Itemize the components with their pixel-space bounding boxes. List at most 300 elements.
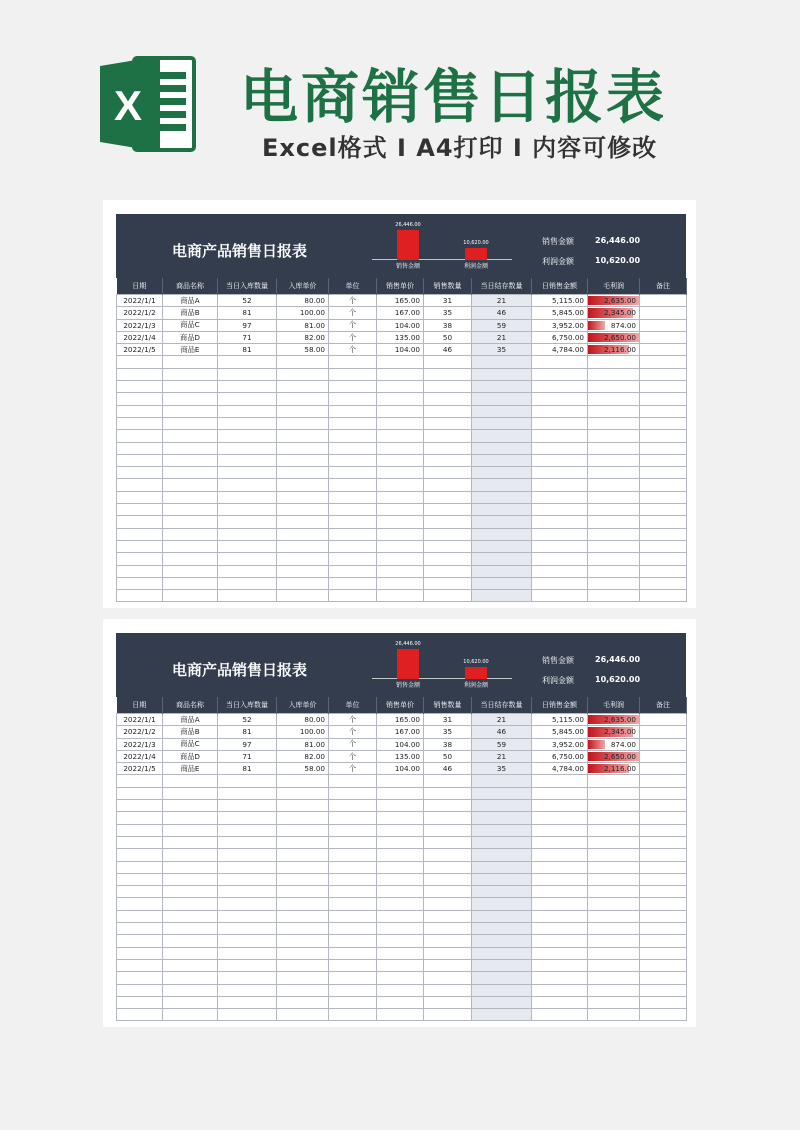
table-cell-profit[interactable] [588,750,640,762]
table-cell-empty[interactable] [329,800,377,812]
table-cell-empty[interactable] [640,898,687,910]
table-cell-empty[interactable] [532,898,588,910]
table-cell-empty[interactable] [588,873,640,885]
table-cell-empty[interactable] [329,590,377,602]
table-cell-empty[interactable] [117,454,163,466]
table-cell-empty[interactable] [377,516,424,528]
table-cell-empty[interactable] [163,959,218,971]
table-cell-empty[interactable] [163,800,218,812]
table-cell-empty[interactable] [277,577,329,589]
table-cell-empty[interactable] [472,947,532,959]
table-cell-empty[interactable] [424,491,472,503]
table-cell-empty[interactable] [329,873,377,885]
table-cell-empty[interactable] [424,528,472,540]
table-cell-empty[interactable] [424,393,472,405]
table-cell-empty[interactable] [424,442,472,454]
table-cell-empty[interactable] [377,886,424,898]
table-cell-empty[interactable] [218,491,277,503]
table-cell-empty[interactable] [588,886,640,898]
table-cell-empty[interactable] [218,861,277,873]
table-cell-sale-price[interactable]: 167.00 [377,307,424,319]
table-cell-empty[interactable] [277,417,329,429]
table-cell-empty[interactable] [472,405,532,417]
table-cell-empty[interactable] [377,491,424,503]
table-cell-sale-qty[interactable]: 31 [424,714,472,726]
table-cell-empty[interactable] [588,959,640,971]
table-cell-empty[interactable] [117,442,163,454]
table-cell-empty[interactable] [588,996,640,1008]
table-cell-empty[interactable] [588,516,640,528]
table-cell-empty[interactable] [377,356,424,368]
table-cell-empty[interactable] [424,368,472,380]
table-cell-empty[interactable] [218,947,277,959]
table-cell-empty[interactable] [424,886,472,898]
table-cell-empty[interactable] [532,972,588,984]
table-cell-empty[interactable] [117,590,163,602]
table-cell-empty[interactable] [329,430,377,442]
table-cell-empty[interactable] [218,935,277,947]
table-cell-empty[interactable] [377,504,424,516]
table-cell-empty[interactable] [163,996,218,1008]
table-cell-empty[interactable] [163,861,218,873]
table-cell-sales[interactable]: 4,784.00 [532,344,588,356]
table-cell-empty[interactable] [640,577,687,589]
table-cell-empty[interactable] [532,984,588,996]
table-cell-empty[interactable] [377,442,424,454]
table-cell-empty[interactable] [163,430,218,442]
table-cell-empty[interactable] [329,467,377,479]
table-cell-empty[interactable] [117,812,163,824]
table-cell-empty[interactable] [218,775,277,787]
table-cell-empty[interactable] [218,467,277,479]
table-cell-empty[interactable] [377,849,424,861]
table-cell-empty[interactable] [472,886,532,898]
table-cell-empty[interactable] [277,886,329,898]
table-cell-empty[interactable] [377,824,424,836]
table-cell-empty[interactable] [424,959,472,971]
table-cell-empty[interactable] [640,528,687,540]
table-cell-empty[interactable] [424,430,472,442]
table-cell-empty[interactable] [329,935,377,947]
table-cell-empty[interactable] [472,430,532,442]
table-cell-empty[interactable] [377,861,424,873]
table-cell-unit[interactable]: 个 [329,344,377,356]
table-cell-empty[interactable] [377,528,424,540]
table-cell-empty[interactable] [640,504,687,516]
table-cell-empty[interactable] [424,504,472,516]
table-cell-empty[interactable] [163,381,218,393]
table-cell-in-qty[interactable]: 97 [218,319,277,331]
table-cell-empty[interactable] [329,812,377,824]
table-cell-empty[interactable] [277,528,329,540]
table-cell-empty[interactable] [640,467,687,479]
table-cell-empty[interactable] [163,565,218,577]
table-cell-empty[interactable] [277,553,329,565]
table-cell-empty[interactable] [377,405,424,417]
table-cell-empty[interactable] [532,467,588,479]
table-cell-in-qty[interactable]: 71 [218,331,277,343]
table-cell-empty[interactable] [532,393,588,405]
table-cell-empty[interactable] [472,1009,532,1021]
table-cell-note[interactable] [640,295,687,307]
table-cell-empty[interactable] [532,540,588,552]
table-cell-empty[interactable] [329,540,377,552]
table-cell-empty[interactable] [424,800,472,812]
table-cell-stock[interactable]: 21 [472,714,532,726]
table-cell-name[interactable]: 商品C [163,319,218,331]
table-cell-empty[interactable] [117,910,163,922]
table-cell-name[interactable]: 商品E [163,763,218,775]
table-cell-empty[interactable] [424,454,472,466]
table-cell-empty[interactable] [377,479,424,491]
table-cell-empty[interactable] [588,923,640,935]
table-cell-empty[interactable] [218,849,277,861]
table-cell-sale-qty[interactable]: 38 [424,738,472,750]
table-cell-empty[interactable] [329,553,377,565]
table-cell-empty[interactable] [640,861,687,873]
table-cell-empty[interactable] [424,849,472,861]
table-cell-empty[interactable] [640,812,687,824]
table-cell-empty[interactable] [329,787,377,799]
table-cell-empty[interactable] [424,1009,472,1021]
table-cell-profit[interactable] [588,344,640,356]
table-cell-empty[interactable] [588,787,640,799]
table-cell-empty[interactable] [117,491,163,503]
table-cell-empty[interactable] [640,935,687,947]
table-cell-empty[interactable] [532,577,588,589]
table-cell-empty[interactable] [277,935,329,947]
table-cell-empty[interactable] [640,910,687,922]
table-cell-name[interactable]: 商品A [163,714,218,726]
table-cell-empty[interactable] [532,800,588,812]
table-cell-sales[interactable]: 4,784.00 [532,763,588,775]
table-cell-empty[interactable] [218,800,277,812]
table-cell-unit[interactable]: 个 [329,307,377,319]
table-cell-empty[interactable] [472,516,532,528]
table-cell-empty[interactable] [424,417,472,429]
table-cell-note[interactable] [640,763,687,775]
table-cell-empty[interactable] [472,812,532,824]
table-cell-stock[interactable]: 21 [472,331,532,343]
table-cell-empty[interactable] [424,836,472,848]
table-cell-empty[interactable] [588,442,640,454]
table-cell-empty[interactable] [424,898,472,910]
table-cell-empty[interactable] [472,923,532,935]
table-cell-empty[interactable] [588,479,640,491]
table-cell-empty[interactable] [163,824,218,836]
table-cell-sale-price[interactable]: 104.00 [377,763,424,775]
table-cell-empty[interactable] [424,479,472,491]
table-cell-empty[interactable] [424,824,472,836]
table-cell-date[interactable]: 2022/1/1 [117,714,163,726]
table-cell-empty[interactable] [218,590,277,602]
table-cell-empty[interactable] [163,405,218,417]
table-cell-empty[interactable] [163,923,218,935]
table-cell-empty[interactable] [472,898,532,910]
table-cell-empty[interactable] [588,590,640,602]
table-cell-empty[interactable] [163,590,218,602]
table-cell-empty[interactable] [640,430,687,442]
table-cell-empty[interactable] [377,368,424,380]
table-cell-empty[interactable] [218,923,277,935]
table-cell-empty[interactable] [532,836,588,848]
table-cell-empty[interactable] [377,800,424,812]
table-cell-note[interactable] [640,738,687,750]
table-cell-empty[interactable] [640,984,687,996]
table-cell-empty[interactable] [472,849,532,861]
table-cell-empty[interactable] [277,812,329,824]
table-cell-empty[interactable] [472,442,532,454]
table-cell-sale-qty[interactable]: 38 [424,319,472,331]
table-cell-empty[interactable] [117,824,163,836]
table-cell-empty[interactable] [163,417,218,429]
table-cell-empty[interactable] [329,405,377,417]
table-cell-empty[interactable] [218,873,277,885]
table-cell-empty[interactable] [588,947,640,959]
table-cell-empty[interactable] [117,972,163,984]
table-cell-empty[interactable] [163,849,218,861]
table-cell-empty[interactable] [532,959,588,971]
table-cell-in-price[interactable]: 58.00 [277,344,329,356]
table-cell-empty[interactable] [218,356,277,368]
table-cell-empty[interactable] [532,861,588,873]
table-cell-empty[interactable] [218,553,277,565]
table-cell-empty[interactable] [117,947,163,959]
table-cell-name[interactable]: 商品B [163,726,218,738]
table-cell-empty[interactable] [532,491,588,503]
table-cell-empty[interactable] [117,886,163,898]
table-cell-empty[interactable] [277,491,329,503]
table-cell-in-price[interactable]: 80.00 [277,714,329,726]
table-cell-empty[interactable] [277,356,329,368]
table-cell-empty[interactable] [640,787,687,799]
table-cell-empty[interactable] [117,553,163,565]
table-cell-profit[interactable] [588,319,640,331]
table-cell-empty[interactable] [532,935,588,947]
table-cell-empty[interactable] [277,800,329,812]
table-cell-stock[interactable]: 59 [472,319,532,331]
table-cell-empty[interactable] [588,368,640,380]
table-cell-empty[interactable] [329,959,377,971]
table-cell-empty[interactable] [532,528,588,540]
table-cell-empty[interactable] [588,861,640,873]
table-cell-note[interactable] [640,331,687,343]
table-cell-empty[interactable] [329,984,377,996]
table-cell-empty[interactable] [640,996,687,1008]
table-cell-empty[interactable] [472,356,532,368]
table-cell-empty[interactable] [472,590,532,602]
table-cell-empty[interactable] [329,516,377,528]
table-cell-empty[interactable] [277,947,329,959]
table-cell-stock[interactable]: 35 [472,763,532,775]
table-cell-empty[interactable] [218,417,277,429]
table-cell-empty[interactable] [163,935,218,947]
table-cell-empty[interactable] [117,996,163,1008]
table-cell-empty[interactable] [329,923,377,935]
table-cell-empty[interactable] [532,442,588,454]
table-cell-empty[interactable] [377,1009,424,1021]
table-cell-empty[interactable] [640,836,687,848]
table-cell-empty[interactable] [329,824,377,836]
table-cell-empty[interactable] [424,540,472,552]
table-cell-in-price[interactable]: 82.00 [277,331,329,343]
table-cell-empty[interactable] [117,849,163,861]
table-cell-unit[interactable]: 个 [329,750,377,762]
table-cell-empty[interactable] [277,910,329,922]
table-cell-name[interactable]: 商品D [163,331,218,343]
table-cell-empty[interactable] [588,405,640,417]
table-cell-empty[interactable] [640,565,687,577]
table-cell-in-price[interactable]: 80.00 [277,295,329,307]
table-cell-empty[interactable] [117,873,163,885]
table-cell-empty[interactable] [472,454,532,466]
table-cell-empty[interactable] [588,553,640,565]
table-cell-empty[interactable] [640,947,687,959]
table-cell-empty[interactable] [377,393,424,405]
table-cell-name[interactable]: 商品E [163,344,218,356]
table-cell-empty[interactable] [117,861,163,873]
table-cell-empty[interactable] [472,836,532,848]
table-cell-empty[interactable] [163,910,218,922]
table-cell-empty[interactable] [472,959,532,971]
table-cell-empty[interactable] [218,540,277,552]
table-cell-unit[interactable]: 个 [329,319,377,331]
table-cell-empty[interactable] [472,528,532,540]
table-cell-name[interactable]: 商品A [163,295,218,307]
table-cell-sales[interactable]: 3,952.00 [532,738,588,750]
table-cell-empty[interactable] [640,800,687,812]
table-cell-empty[interactable] [377,553,424,565]
table-cell-empty[interactable] [218,528,277,540]
table-cell-empty[interactable] [424,873,472,885]
table-cell-empty[interactable] [377,947,424,959]
table-cell-empty[interactable] [163,812,218,824]
table-cell-empty[interactable] [329,528,377,540]
table-cell-empty[interactable] [532,417,588,429]
table-cell-empty[interactable] [588,812,640,824]
table-cell-empty[interactable] [329,479,377,491]
table-cell-profit[interactable] [588,763,640,775]
table-cell-empty[interactable] [588,910,640,922]
table-cell-profit[interactable] [588,738,640,750]
table-cell-empty[interactable] [218,996,277,1008]
table-cell-in-price[interactable]: 81.00 [277,319,329,331]
table-cell-empty[interactable] [472,381,532,393]
table-cell-empty[interactable] [218,886,277,898]
table-cell-sales[interactable]: 5,115.00 [532,295,588,307]
table-cell-empty[interactable] [532,504,588,516]
table-cell-date[interactable]: 2022/1/4 [117,750,163,762]
table-cell-empty[interactable] [329,504,377,516]
table-cell-empty[interactable] [218,368,277,380]
table-cell-empty[interactable] [640,923,687,935]
table-cell-empty[interactable] [588,565,640,577]
table-cell-empty[interactable] [532,454,588,466]
table-cell-empty[interactable] [277,442,329,454]
table-cell-empty[interactable] [588,1009,640,1021]
table-cell-sale-price[interactable]: 104.00 [377,738,424,750]
table-cell-empty[interactable] [329,1009,377,1021]
table-cell-empty[interactable] [117,504,163,516]
table-cell-empty[interactable] [163,775,218,787]
table-cell-empty[interactable] [588,836,640,848]
table-cell-stock[interactable]: 59 [472,738,532,750]
table-cell-empty[interactable] [640,540,687,552]
table-cell-empty[interactable] [424,381,472,393]
table-cell-profit[interactable] [588,295,640,307]
table-cell-empty[interactable] [640,775,687,787]
table-cell-empty[interactable] [218,824,277,836]
table-cell-empty[interactable] [424,935,472,947]
table-cell-empty[interactable] [640,1009,687,1021]
table-cell-empty[interactable] [424,356,472,368]
table-cell-empty[interactable] [377,787,424,799]
table-cell-empty[interactable] [163,972,218,984]
table-cell-empty[interactable] [424,405,472,417]
table-cell-date[interactable]: 2022/1/2 [117,726,163,738]
table-cell-stock[interactable]: 21 [472,750,532,762]
table-cell-empty[interactable] [377,417,424,429]
table-cell-empty[interactable] [163,577,218,589]
table-cell-empty[interactable] [532,381,588,393]
table-cell-empty[interactable] [117,935,163,947]
table-cell-empty[interactable] [377,910,424,922]
table-cell-empty[interactable] [424,923,472,935]
table-cell-empty[interactable] [588,935,640,947]
table-cell-date[interactable]: 2022/1/5 [117,344,163,356]
table-cell-empty[interactable] [277,381,329,393]
table-cell-empty[interactable] [588,430,640,442]
table-cell-empty[interactable] [277,405,329,417]
table-cell-empty[interactable] [218,984,277,996]
table-cell-empty[interactable] [424,910,472,922]
table-cell-note[interactable] [640,750,687,762]
table-cell-profit[interactable] [588,331,640,343]
table-cell-empty[interactable] [329,886,377,898]
table-cell-empty[interactable] [472,540,532,552]
table-cell-empty[interactable] [588,577,640,589]
table-cell-empty[interactable] [329,972,377,984]
table-cell-empty[interactable] [472,787,532,799]
table-cell-sales[interactable]: 6,750.00 [532,750,588,762]
table-cell-in-qty[interactable]: 81 [218,307,277,319]
table-cell-empty[interactable] [472,504,532,516]
table-cell-empty[interactable] [329,442,377,454]
table-cell-sale-price[interactable]: 167.00 [377,726,424,738]
table-cell-empty[interactable] [588,849,640,861]
table-cell-empty[interactable] [218,381,277,393]
table-cell-empty[interactable] [424,565,472,577]
table-cell-empty[interactable] [377,430,424,442]
table-cell-sale-qty[interactable]: 50 [424,750,472,762]
table-cell-in-qty[interactable]: 97 [218,738,277,750]
table-cell-empty[interactable] [472,996,532,1008]
table-cell-empty[interactable] [472,577,532,589]
table-cell-empty[interactable] [117,898,163,910]
table-cell-empty[interactable] [472,935,532,947]
table-cell-empty[interactable] [218,812,277,824]
table-cell-empty[interactable] [117,368,163,380]
table-cell-empty[interactable] [588,381,640,393]
table-cell-empty[interactable] [329,947,377,959]
table-cell-empty[interactable] [424,972,472,984]
table-cell-empty[interactable] [532,873,588,885]
table-cell-empty[interactable] [163,886,218,898]
table-cell-stock[interactable]: 46 [472,726,532,738]
table-cell-empty[interactable] [424,590,472,602]
table-cell-empty[interactable] [472,368,532,380]
table-cell-sale-price[interactable]: 104.00 [377,319,424,331]
